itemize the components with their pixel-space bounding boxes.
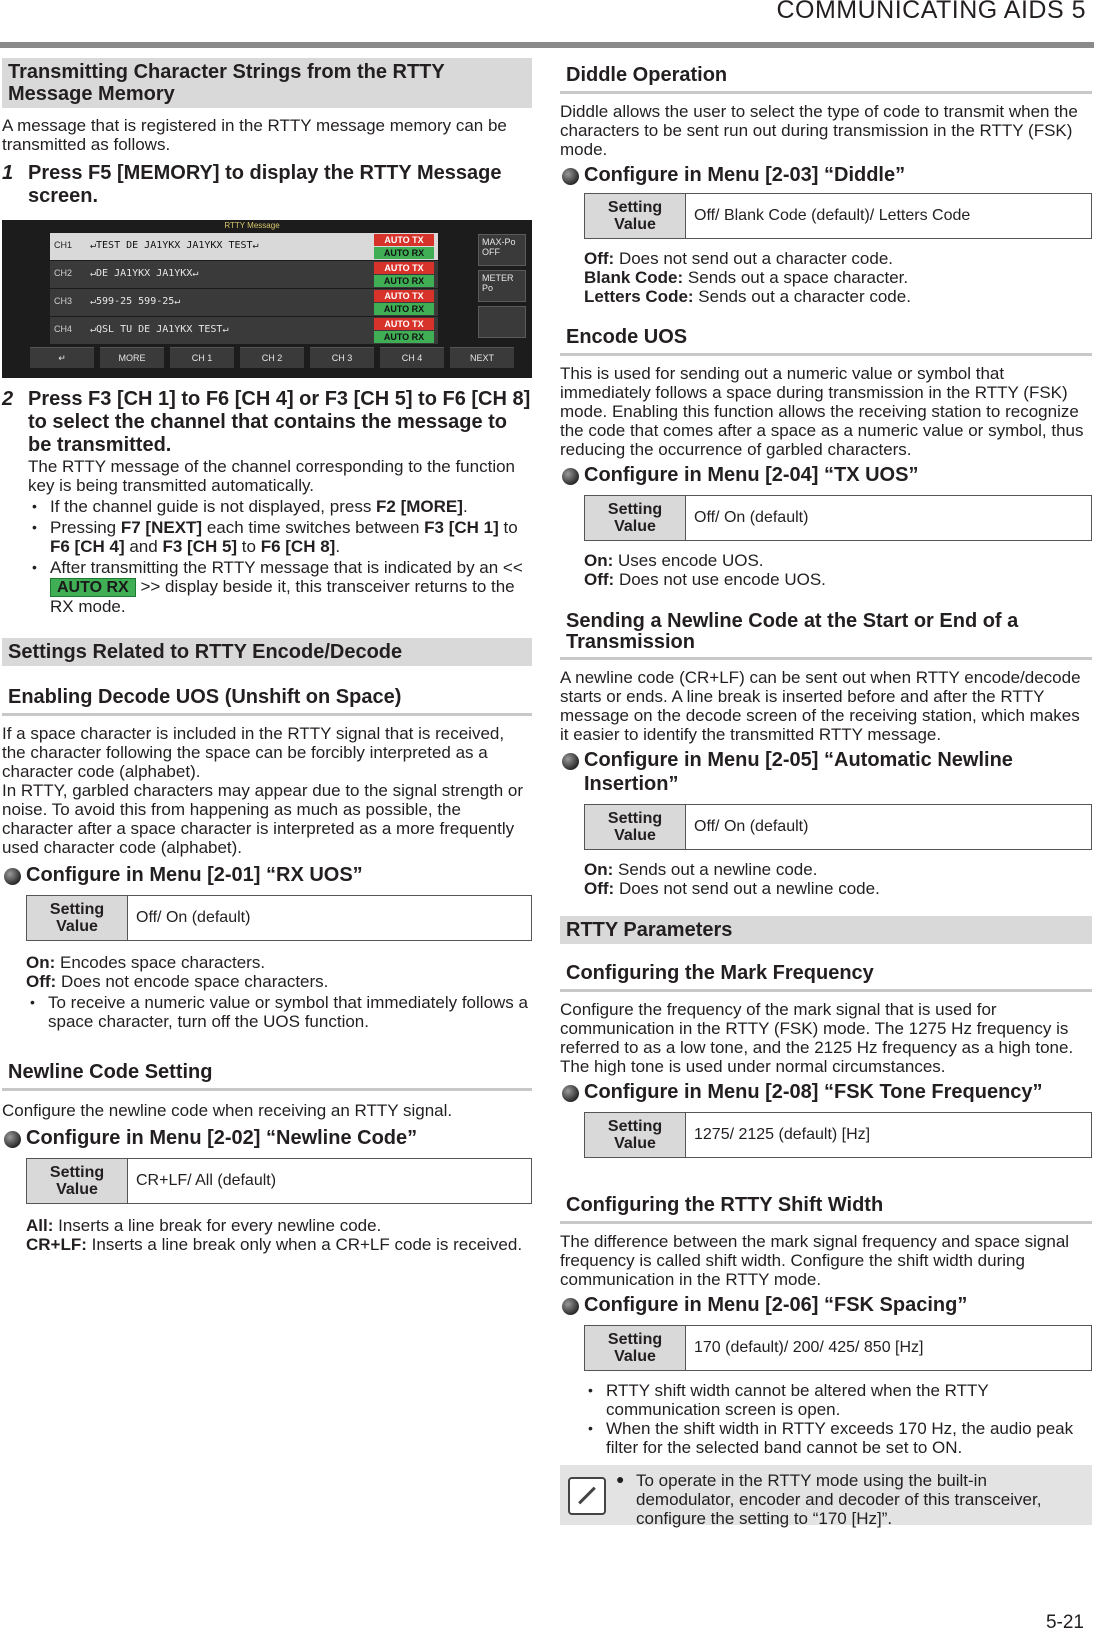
auto-rx-inline-badge: AUTO RX [50,578,136,597]
chapter-title: COMMUNICATING AIDS 5 [776,0,1086,24]
auto-rx-badge: AUTO RX [374,331,434,343]
config-heading: Configure in Menu [2-02] “Newline Code” [2,1126,532,1150]
auto-rx-badge: AUTO RX [374,303,434,315]
screen-title: RTTY Message [224,221,280,230]
subsection-title-newline: Newline Code Setting [2,1055,532,1091]
paragraph: In RTTY, garbled characters may appear due to the signal strength or noise. To avoid this from happening as much as possible, the character after a space character is interpreted as a more frequently used character code (alphabet). [2,781,523,857]
paragraph: Configure the frequency of the mark signal that is used for communication in the RTTY (FSK) mode. The 1275 Hz frequency is referred to as a low tone, and the 2125 Hz frequency as a high tone. The high tone is used under normal circumstances. [560,1000,1074,1076]
option-description: Off: Does not send out a newline code. [584,879,880,898]
option-description: On: Encodes space characters. [26,953,266,972]
bullet: • Pressing F7 [NEXT] each time switches between F3 [CH 1] to F6 [CH 4] and F3 [CH 5] to F6 [CH 8]. [28,518,532,556]
more-key[interactable]: MORE [100,347,164,368]
setting-table [584,1112,1092,1158]
setting-label: Setting Value [585,1326,686,1370]
channel-list [50,233,438,345]
right-column [560,58,1092,1528]
bullet: • To receive a numeric value or symbol that immediately follows a space character, turn off the UOS function. [26,993,532,1031]
auto-rx-badge: AUTO RX [374,275,434,287]
bullet-dot-icon [4,868,21,885]
setting-value: Off/ On (default) [136,909,251,926]
subsection-title-encode-uos: Encode UOS [560,320,1092,356]
function-key-bar [30,347,520,367]
setting-label: Setting Value [585,194,686,238]
bullet: • If the channel guide is not displayed, press F2 [MORE]. [28,497,532,516]
auto-tx-badge: AUTO TX [374,318,434,330]
setting-table [584,193,1092,239]
bullet: • After transmitting the RTTY message that is indicated by an << AUTO RX >> display beside it, this transceiver returns to the RX mode. [28,558,532,616]
setting-label: Setting Value [27,1159,128,1203]
option-description: Letters Code: Sends out a character code. [584,287,911,306]
setting-value: CR+LF/ All (default) [136,1172,277,1189]
option-description: On: Sends out a newline code. [584,860,818,879]
setting-label: Setting Value [585,1113,686,1157]
bullet-dot-icon [562,753,579,770]
channel-label: CH2 [54,268,73,278]
section-title-rtty-parameters: RTTY Parameters [560,916,1092,944]
subsection-title-mark-frequency: Configuring the Mark Frequency [560,956,1092,992]
step-2 [2,388,532,457]
auto-rx-badge: AUTO RX [374,247,434,259]
step-body: The RTTY message of the channel corresponding to the function key is being transmitted automatically. [28,457,515,495]
paragraph: If a space character is included in the RTTY signal that is received, the character following the space can be forcibly interpreted as a character code (alphabet). [2,724,505,781]
option-description: Off: Does not use encode UOS. [584,570,826,589]
channel-message: ↵TEST DE JA1YKX JA1YKX TEST↵ [90,240,259,251]
meter-button[interactable]: METER Po [478,270,526,302]
channel-row[interactable] [50,317,438,344]
auto-tx-badge: AUTO TX [374,290,434,302]
note-bullet-icon: ● [616,1471,625,1487]
back-key[interactable]: ↵ [30,347,94,368]
pencil-note-icon [568,1477,606,1515]
setting-label: Setting Value [585,496,686,540]
ch3-key[interactable]: CH 3 [310,347,374,368]
step-number: 2 [2,388,14,410]
setting-label: Setting Value [27,896,128,940]
setting-table [584,804,1092,850]
bullet-dot-icon [4,1131,21,1148]
auto-tx-badge: AUTO TX [374,262,434,274]
setting-table [584,1325,1092,1371]
note-text: To operate in the RTTY mode using the built-in demodulator, encoder and decoder of this transceiver, configure the setting to “170 [Hz]”. [636,1471,1042,1528]
left-column [2,58,532,1254]
option-description: Off: Does not encode space characters. [26,972,329,991]
channel-message: ↵QSL TU DE JA1YKX TEST↵ [90,324,229,335]
note-box [560,1465,1092,1528]
ch2-key[interactable]: CH 2 [240,347,304,368]
step-number: 1 [2,162,14,184]
section-title-settings: Settings Related to RTTY Encode/Decode [2,638,532,666]
auto-tx-badge: AUTO TX [374,234,434,246]
option-description: On: Uses encode UOS. [584,551,764,570]
subsection-title-shift-width: Configuring the RTTY Shift Width [560,1188,1092,1224]
subsection-title-newline-tx: Sending a Newline Code at the Start or End of a Transmission [560,605,1092,660]
setting-label: Setting Value [585,805,686,849]
paragraph: This is used for sending out a numeric value or symbol that immediately follows a space during transmission in the RTTY (FSK) mode. Enabling this function allows the receiving station to recognize the code that comes after a space as a numeric value or symbol, thus reducing the occurrence of garbled characters. [560,364,1084,459]
paragraph: Diddle allows the user to select the type of code to transmit when the characters to be sent run out during transmission in the RTTY (FSK) mode. [560,102,1078,159]
channel-row[interactable] [50,289,438,316]
setting-value: Off/ On (default) [694,818,809,835]
bullet: • When the shift width in RTTY exceeds 170 Hz, the audio peak filter for the selected band cannot be set to ON. [584,1419,1092,1457]
setting-value: 170 (default)/ 200/ 425/ 850 [Hz] [694,1339,924,1356]
next-key[interactable]: NEXT [450,347,514,368]
config-heading: Configure in Menu [2-06] “FSK Spacing” [560,1293,1092,1317]
bullet-dot-icon [562,168,579,185]
subsection-title-diddle: Diddle Operation [560,58,1092,94]
setting-table [26,1158,532,1204]
setting-table [26,895,532,941]
step-bullets [2,497,532,616]
option-description: Off: Does not send out a character code. [584,249,894,268]
max-po-button[interactable]: MAX-Po OFF [478,234,526,266]
option-description: CR+LF: Inserts a line break only when a CR+LF code is received. [26,1235,523,1254]
channel-label: CH4 [54,324,73,334]
channel-message: ↵599-25 599-25↵ [90,296,181,307]
config-heading: Configure in Menu [2-03] “Diddle” [560,163,1092,187]
ch1-key[interactable]: CH 1 [170,347,234,368]
paragraph: The difference between the mark signal frequency and space signal frequency is called shift width. Configure the shift width during communication in the RTTY mode. [560,1232,1070,1289]
config-heading: Configure in Menu [2-04] “TX UOS” [560,463,1092,487]
bullet: • RTTY shift width cannot be altered when the RTTY communication screen is open. [584,1381,1092,1419]
config-heading: Configure in Menu [2-08] “FSK Tone Frequency” [560,1080,1092,1104]
page-number: 5-21 [1045,1612,1084,1633]
intro-text: A message that is registered in the RTTY message memory can be transmitted as follows. [2,116,507,154]
option-description: All: Inserts a line break for every newline code. [26,1216,382,1235]
channel-row[interactable] [50,233,438,260]
channel-message: ↵DE JA1YKX JA1YKX↵ [90,268,199,279]
channel-label: CH3 [54,296,73,306]
setting-value: Off/ Blank Code (default)/ Letters Code [694,207,971,224]
bullet-dot-icon [562,468,579,485]
bullet-dot-icon [562,1085,579,1102]
config-heading: Configure in Menu [2-01] “RX UOS” [2,863,532,887]
paragraph: Configure the newline code when receiving an RTTY signal. [2,1101,453,1120]
option-description: Blank Code: Sends out a space character. [584,268,909,287]
step-1 [2,162,532,208]
blank-side-button[interactable] [478,306,526,338]
channel-label: CH1 [54,240,73,250]
bullet-dot-icon [562,1298,579,1315]
header-rule [0,42,1094,48]
subsection-title-decode-uos: Enabling Decode UOS (Unshift on Space) [2,680,532,716]
step-text: Press F5 [MEMORY] to display the RTTY Message screen. [28,162,502,207]
section-title-transmitting: Transmitting Character Strings from the RTTY Message Memory [2,58,532,108]
paragraph: A newline code (CR+LF) can be sent out when RTTY encode/decode starts or ends. A line break is inserted before and after the RTTY message on the decode screen of the receiving station, which makes it easier to identify the transmitted RTTY message. [560,668,1081,744]
ch4-key[interactable]: CH 4 [380,347,444,368]
setting-table [584,495,1092,541]
channel-row[interactable] [50,261,438,288]
step-text: Press F3 [CH 1] to F6 [CH 4] or F3 [CH 5] to F6 [CH 8] to select the channel that contains the message to be transmitted. [28,388,531,456]
config-heading: Configure in Menu [2-05] “Automatic Newline Insertion” [560,748,1092,796]
rtty-message-screen [2,220,532,378]
setting-value: 1275/ 2125 (default) [Hz] [694,1126,871,1143]
setting-value: Off/ On (default) [694,509,809,526]
